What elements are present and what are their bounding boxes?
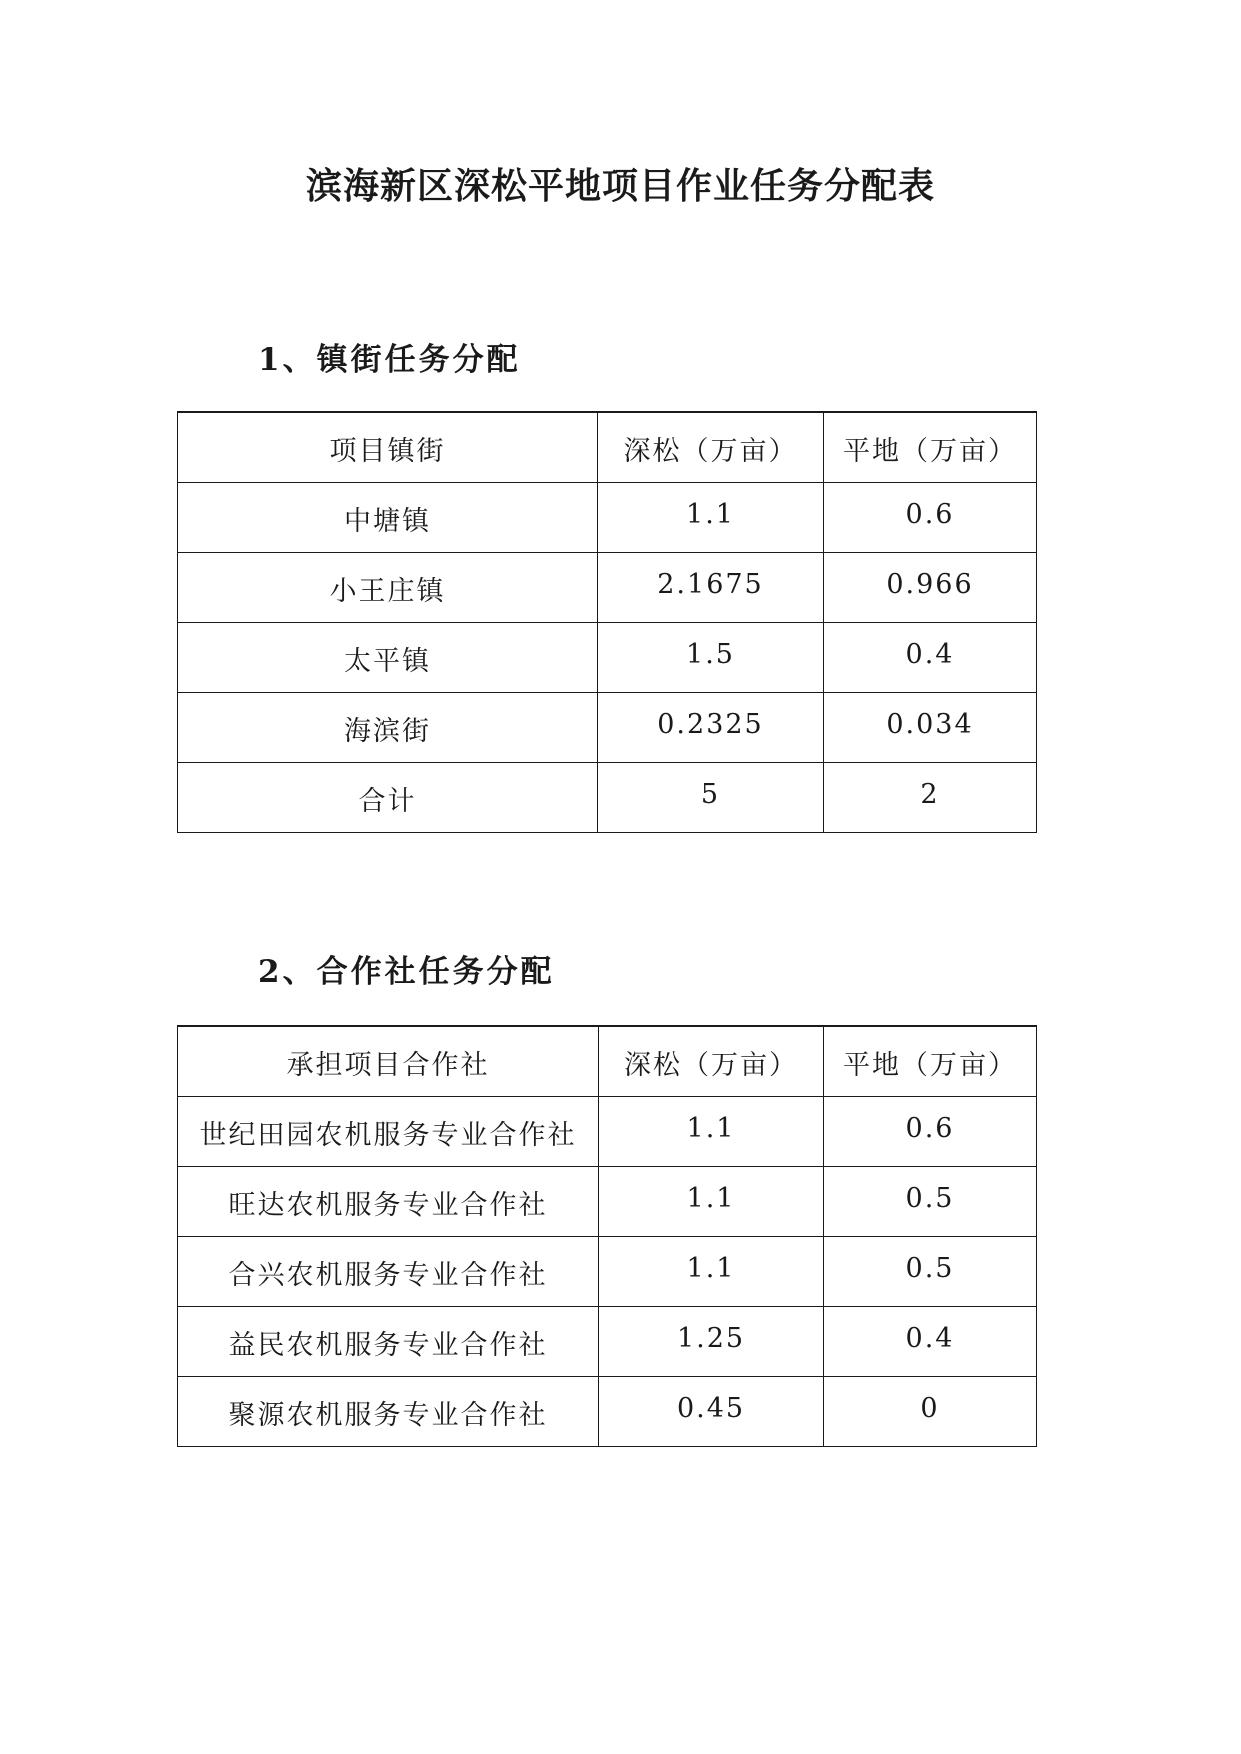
section-heading-cooperative-allocation: 2、合作社任务分配 (258, 954, 555, 990)
table-row (178, 622, 1037, 692)
subsoiling-cell: 0.45 (599, 1376, 824, 1446)
leveling-cell: 0.4 (824, 1306, 1037, 1376)
cooperative-name-cell: 世纪田园农机服务专业合作社 (178, 1096, 599, 1166)
subsoiling-cell: 0.2325 (598, 692, 824, 762)
table-row (178, 482, 1037, 552)
column-header-leveling: 平地（万亩） (824, 412, 1037, 482)
leveling-cell: 0.5 (824, 1166, 1037, 1236)
column-header-leveling: 平地（万亩） (824, 1026, 1037, 1096)
column-header-subsoiling: 深松（万亩） (598, 412, 824, 482)
table-header-row (178, 1026, 1037, 1096)
table-row (178, 1236, 1037, 1306)
town-name-cell: 海滨街 (178, 692, 598, 762)
leveling-cell: 0.6 (824, 1096, 1037, 1166)
subsoiling-cell: 1.5 (598, 622, 824, 692)
table-row (178, 1166, 1037, 1236)
table-total-row (178, 762, 1037, 832)
subsoiling-cell: 1.1 (598, 482, 824, 552)
town-name-cell: 小王庄镇 (178, 552, 598, 622)
table-row (178, 552, 1037, 622)
cooperative-name-cell: 聚源农机服务专业合作社 (178, 1376, 599, 1446)
town-name-cell: 中塘镇 (178, 482, 598, 552)
leveling-cell: 0.5 (824, 1236, 1037, 1306)
town-name-cell: 太平镇 (178, 622, 598, 692)
cooperative-name-cell: 益民农机服务专业合作社 (178, 1306, 599, 1376)
leveling-cell: 0.6 (824, 482, 1037, 552)
leveling-total-cell: 2 (824, 762, 1037, 832)
section-heading-town-allocation: 1、镇街任务分配 (258, 342, 521, 378)
column-header-cooperative: 承担项目合作社 (178, 1026, 599, 1096)
leveling-cell: 0.4 (824, 622, 1037, 692)
table-header-row (178, 412, 1037, 482)
column-header-subsoiling: 深松（万亩） (599, 1026, 824, 1096)
cooperative-name-cell: 旺达农机服务专业合作社 (178, 1166, 599, 1236)
table-row (178, 1306, 1037, 1376)
subsoiling-cell: 1.1 (599, 1236, 824, 1306)
column-header-town: 项目镇街 (178, 412, 598, 482)
subsoiling-total-cell: 5 (598, 762, 824, 832)
cooperative-allocation-table (177, 1025, 1037, 1447)
subsoiling-cell: 2.1675 (598, 552, 824, 622)
table-row (178, 1096, 1037, 1166)
total-label-cell: 合计 (178, 762, 598, 832)
town-allocation-table (177, 411, 1037, 833)
leveling-cell: 0 (824, 1376, 1037, 1446)
subsoiling-cell: 1.1 (599, 1096, 824, 1166)
subsoiling-cell: 1.1 (599, 1166, 824, 1236)
leveling-cell: 0.034 (824, 692, 1037, 762)
leveling-cell: 0.966 (824, 552, 1037, 622)
table-row (178, 1376, 1037, 1446)
cooperative-name-cell: 合兴农机服务专业合作社 (178, 1236, 599, 1306)
document-title: 滨海新区深松平地项目作业任务分配表 (305, 165, 935, 207)
table-row (178, 692, 1037, 762)
subsoiling-cell: 1.25 (599, 1306, 824, 1376)
